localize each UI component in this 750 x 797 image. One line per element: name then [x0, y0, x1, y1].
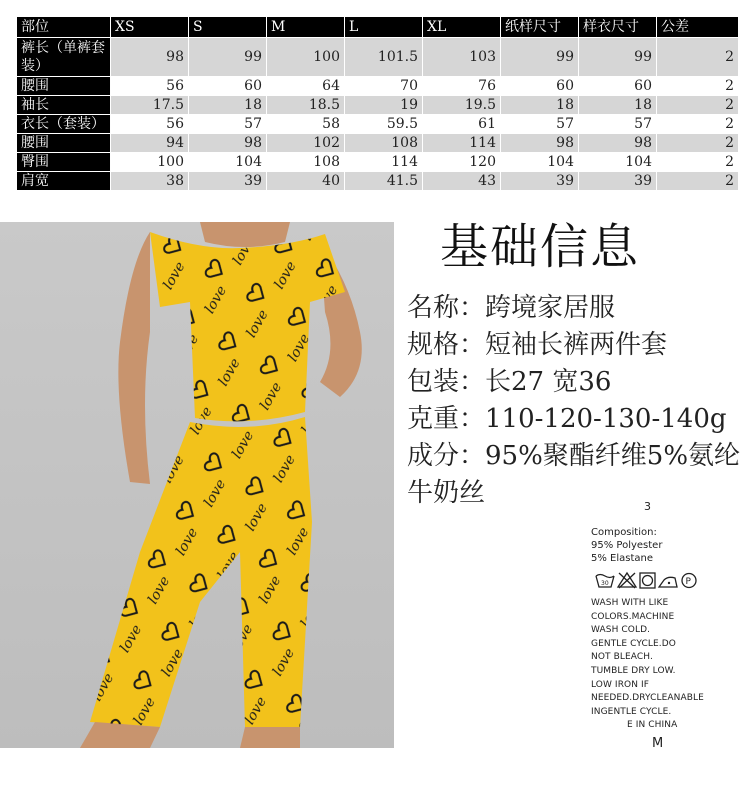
header-tolerance: 公差 [657, 17, 739, 38]
header-s: S [189, 17, 267, 38]
care-line: INGENTLE CYCLE. [591, 706, 672, 717]
cell: 39 [501, 172, 579, 191]
table-row [17, 153, 739, 172]
cell: 103 [423, 38, 501, 77]
cell: 2 [657, 38, 739, 77]
cell: 18 [189, 96, 267, 115]
cell: 76 [423, 77, 501, 96]
cell: 58 [267, 115, 345, 134]
love-heart-print-shirt [150, 232, 345, 421]
care-line: WASH COLD. [591, 625, 651, 636]
cell: 99 [189, 38, 267, 77]
care-line: GENTLE CYCLE.DO [591, 638, 676, 649]
cell: 59.5 [345, 115, 423, 134]
info-packaging: 包装：长27 宽36 [407, 367, 612, 397]
cell: 40 [267, 172, 345, 191]
composition-elastane: 5% Elastane [591, 553, 654, 564]
cell: 60 [579, 77, 657, 96]
cell: 61 [423, 115, 501, 134]
size-chart-table [16, 16, 739, 191]
composition-heading: Composition: [591, 527, 657, 538]
cell: 43 [423, 172, 501, 191]
cell: 2 [657, 115, 739, 134]
right-foot [240, 727, 300, 748]
cell: 104 [579, 153, 657, 172]
cell: 60 [501, 77, 579, 96]
dry-clean-p-icon [682, 574, 696, 588]
care-line: NEEDED.DRYCLEANABLE [591, 693, 704, 704]
cell: 18 [501, 96, 579, 115]
row-label: 腰围 [17, 77, 111, 96]
cell: 101.5 [345, 38, 423, 77]
iron-low-icon [659, 577, 677, 587]
care-line: WASH WITH LIKE [591, 598, 669, 608]
label-number: 3 [644, 500, 651, 513]
cell: 56 [111, 77, 189, 96]
info-weight: 克重：110-120-130-140g [407, 404, 727, 434]
table-row [17, 96, 739, 115]
cell: 2 [657, 77, 739, 96]
care-line: E IN CHINA [627, 720, 678, 731]
cell: 2 [657, 134, 739, 153]
header-sample-size: 样衣尺寸 [579, 17, 657, 38]
cell: 17.5 [111, 96, 189, 115]
cell: 18.5 [267, 96, 345, 115]
composition-block [591, 526, 662, 565]
cell: 60 [189, 77, 267, 96]
cell: 39 [189, 172, 267, 191]
svg-text:30: 30 [601, 580, 609, 587]
no-bleach-icon [618, 573, 636, 588]
cell: 64 [267, 77, 345, 96]
cell: 100 [267, 38, 345, 77]
cell: 102 [267, 134, 345, 153]
care-icons [594, 570, 704, 590]
table-row [17, 77, 739, 96]
left-arm [118, 232, 150, 484]
cell: 98 [111, 38, 189, 77]
wash-30-icon [596, 575, 614, 588]
cell: 57 [579, 115, 657, 134]
care-line: TUMBLE DRY LOW. [591, 665, 676, 676]
cell: 39 [579, 172, 657, 191]
cell: 19 [345, 96, 423, 115]
cell: 104 [501, 153, 579, 172]
cell: 99 [579, 38, 657, 77]
info-name: 名称：跨境家居服 [407, 293, 616, 323]
care-instructions [591, 597, 741, 733]
row-label: 袖长 [17, 96, 111, 115]
svg-text:P: P [685, 577, 691, 587]
cell: 18 [579, 96, 657, 115]
cell: 108 [345, 134, 423, 153]
row-label: 肩宽 [17, 172, 111, 191]
label-size: M [652, 736, 664, 751]
cell: 114 [345, 153, 423, 172]
cell: 57 [189, 115, 267, 134]
info-list [407, 290, 747, 512]
table-row [17, 172, 739, 191]
cell: 41.5 [345, 172, 423, 191]
tumble-dry-icon [640, 573, 655, 588]
cell: 99 [501, 38, 579, 77]
cell: 98 [579, 134, 657, 153]
table-header-row [17, 17, 739, 38]
product-photo [0, 222, 394, 748]
header-xs: XS [111, 17, 189, 38]
cell: 2 [657, 172, 739, 191]
care-line: COLORS.MACHINE [591, 611, 675, 622]
cell: 94 [111, 134, 189, 153]
cell: 114 [423, 134, 501, 153]
header-l: L [345, 17, 423, 38]
cell: 108 [267, 153, 345, 172]
cell: 2 [657, 96, 739, 115]
row-label: 臀围 [17, 153, 111, 172]
row-label: 腰围 [17, 134, 111, 153]
model-illustration [0, 222, 394, 748]
cell: 120 [423, 153, 501, 172]
cell: 57 [501, 115, 579, 134]
table-row [17, 115, 739, 134]
cell: 104 [189, 153, 267, 172]
cell: 98 [189, 134, 267, 153]
table-row [17, 134, 739, 153]
love-heart-print-pants [90, 417, 312, 727]
info-composition: 成分：95%聚酯纤维5%氨纶牛奶丝 [407, 441, 741, 508]
cell: 38 [111, 172, 189, 191]
header-pattern-size: 纸样尺寸 [501, 17, 579, 38]
cell: 19.5 [423, 96, 501, 115]
care-line: LOW IRON IF [591, 679, 650, 690]
neck [200, 222, 290, 247]
row-label: 衣长（套装） [17, 115, 111, 134]
composition-polyester: 95% Polyester [591, 540, 663, 551]
header-part: 部位 [17, 17, 111, 38]
row-label: 裤长（单裤套装） [17, 38, 111, 77]
table-row [17, 38, 739, 77]
cell: 70 [345, 77, 423, 96]
header-m: M [267, 17, 345, 38]
cell: 98 [501, 134, 579, 153]
care-line: NOT BLEACH. [591, 652, 653, 663]
info-spec: 规格：短袖长裤两件套 [407, 330, 668, 360]
cell: 2 [657, 153, 739, 172]
header-xl: XL [423, 17, 501, 38]
cell: 100 [111, 153, 189, 172]
cell: 56 [111, 115, 189, 134]
info-title: 基础信息 [440, 219, 641, 275]
care-label [580, 500, 745, 760]
